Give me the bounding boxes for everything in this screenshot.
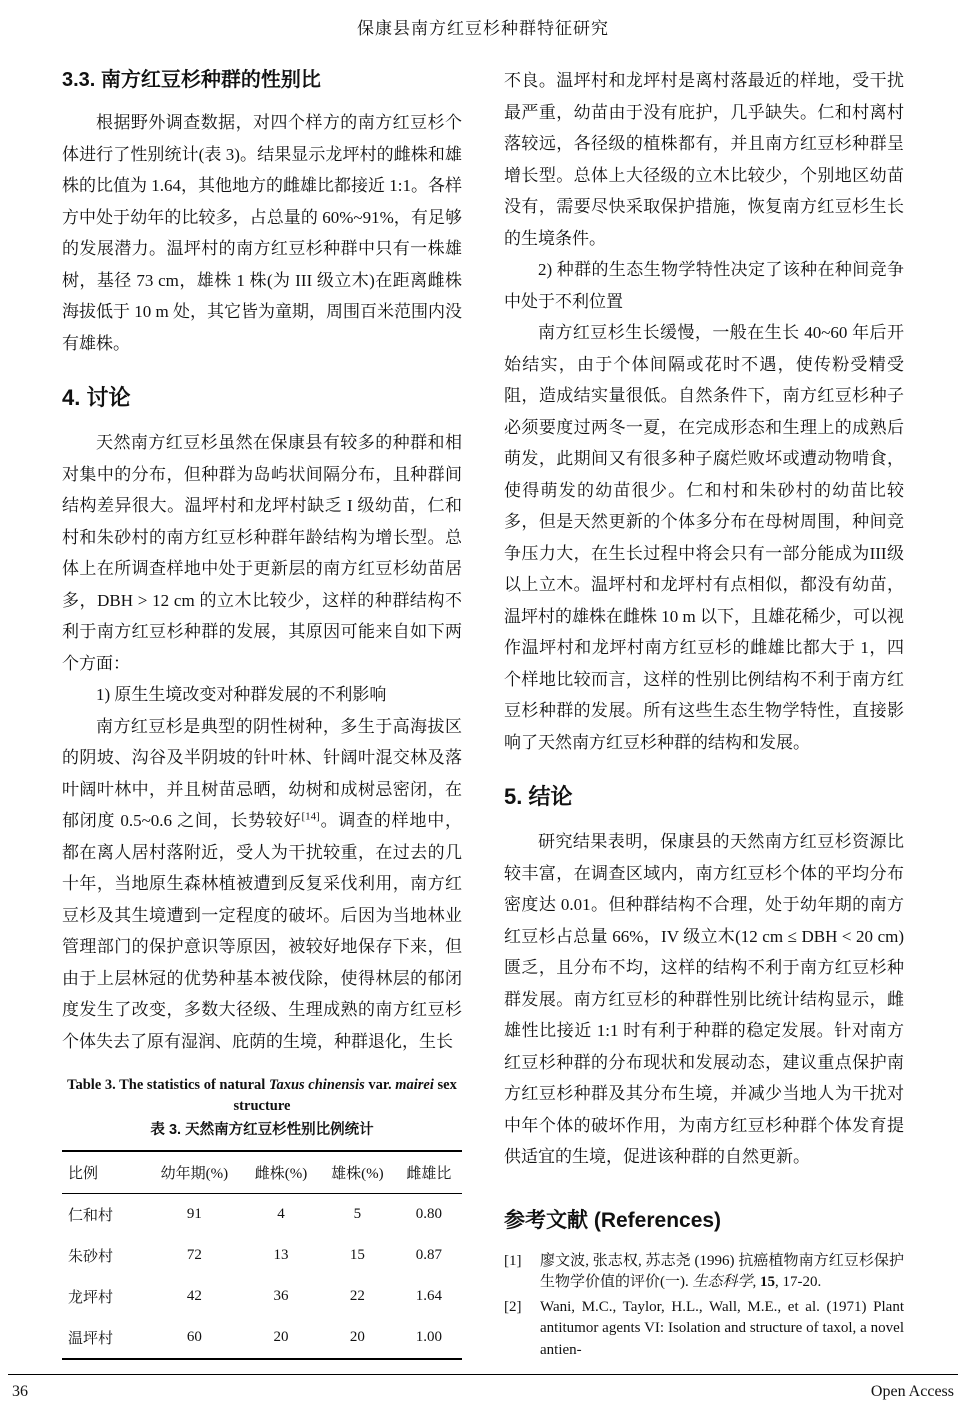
cell-value: 0.87 bbox=[415, 1247, 442, 1263]
para-text-segment: 。调查的样地中，都在离人居村落附近，受人为干扰较重，在过去的几十年，当地原生森林植被遭到反复采伐利用，南方红豆杉及其生境遭到一定程度的破坏。后因为当地林业管理部门的保护意识等原因，被较好地保存下来，但由于上层林冠的优势种基本被伐除，使得林层的郁闭度发生了改变，多数大径级、生理成熟的南方红豆杉个体失去了原有湿润、庇荫的生境，种群退化，生长 bbox=[62, 811, 462, 1051]
reference-journal-italic: 生态科学 bbox=[692, 1274, 753, 1290]
reference-text: 廖文波, 张志权, 苏志尧 (1996) 抗癌植物南方红豆杉保护生物学价值的评价(一). bbox=[540, 1252, 904, 1290]
table-header-row bbox=[62, 1151, 462, 1194]
references-heading: 参考文献 (References) bbox=[504, 1208, 722, 1232]
reference-text: , bbox=[752, 1274, 761, 1290]
cell-value: 0.80 bbox=[415, 1206, 442, 1222]
col-header-male: 雄株(%) bbox=[331, 1166, 384, 1182]
section-3-3-heading: 3.3. 南方红豆杉种群的性别比 bbox=[62, 69, 321, 91]
reference-number: [1] bbox=[504, 1252, 522, 1269]
cell-value: 20 bbox=[349, 1329, 365, 1345]
page-number: 36 bbox=[12, 1383, 28, 1400]
table-caption-zh: 表 3. 天然南方红豆杉性别比例统计 bbox=[150, 1122, 374, 1138]
cell-value: 42 bbox=[186, 1288, 202, 1304]
cell-value: 13 bbox=[273, 1247, 289, 1263]
para-discussion-intro: 天然南方红豆杉虽然在保康县有较多的种群和相对集中的分布，但种群为岛屿状间隔分布，且种群间结构差异很大。温坪村和龙坪村缺乏 I 级幼苗，仁和村和朱砂村的南方红豆杉种群年龄结构为增长型。总体上在所调查样地中处于更新层的南方红豆杉幼苗居多，DBH > 12 cm 的立木比较少，这样的种群结构不利于南方红豆杉种群的发展，其原因可能来自如下两个方面： bbox=[62, 433, 462, 673]
table-row bbox=[62, 1194, 462, 1236]
table-row bbox=[62, 1235, 462, 1276]
page-header bbox=[0, 0, 966, 39]
para-habitat-change bbox=[62, 711, 462, 1058]
cell-value: 72 bbox=[186, 1247, 202, 1263]
reference-volume-bold: 15 bbox=[760, 1274, 776, 1290]
para-eco-biology: 南方红豆杉生长缓慢，一般在生长 40~60 年后开始结实，由于个体间隔或花时不遇，使传粉受精受阻，造成结实量很低。自然条件下，南方红豆杉种子必须要度过两冬一夏，在完成形态和生理上的成熟后萌发，此期间又有很多种子腐烂败坏或遭动物啃食，使得萌发的幼苗很少。仁和村和朱砂村的幼苗比较多，但是天然更新的个体多分布在母树周围，种间竞争压力大，在生长过程中将会只有一部分能成为III级以上立木。温坪村和龙坪村有点相似，都没有幼苗，温坪村的雄株在雌株 10 m 以下，且雄花稀少，可以视作温坪村和龙坪村南方红豆杉的雌雄比都大于 1，四个样地比较而言，这样的性别比例结构不利于南方红豆杉种群的发展。所有这些生态生物学特性，直接影响了天然南方红豆杉种群的结构和发展。 bbox=[504, 323, 904, 752]
cell-value: 4 bbox=[277, 1206, 285, 1222]
table-row bbox=[62, 1276, 462, 1317]
page-content bbox=[0, 39, 966, 1364]
section-4-heading: 4. 讨论 bbox=[62, 385, 131, 410]
para-continuation: 不良。温坪村和龙坪村是离村落最近的样地，受干扰最严重，幼苗由于没有庇护，几乎缺失。仁和村离村落较远，各径级的植株都有，并且南方红豆杉种群呈增长型。总体上大径级的立木比较少，个别地区幼苗没有，需要尽快采取保护措施，恢复南方红豆杉生长的生境条件。 bbox=[504, 71, 904, 248]
reference-text: , 17-20. bbox=[775, 1274, 822, 1290]
right-column bbox=[504, 65, 904, 1364]
cell-value: 15 bbox=[349, 1247, 365, 1263]
cell-value: 60 bbox=[186, 1329, 202, 1345]
reference-text: Wani, M.C., Taylor, H.L., Wall, M.E., et al. (1971) Plant antitumor agents VI: Isolation and structure of taxol, a novel antien- bbox=[540, 1298, 904, 1358]
page-footer bbox=[8, 1374, 958, 1401]
para-conclusion: 研究结果表明，保康县的天然南方红豆杉资源比较丰富，在调查区域内，南方红豆杉个体的平均分布密度达 0.01。但种群结构不合理，处于幼年期的南方红豆杉占总量 66%，IV 级立木(12 cm ≤ DBH < 20 cm)匮乏，且分布不均，这样的结构不利于南方红豆杉种群发展。南方红豆杉的种群性别比统计结构显示，雌雄性比接近 1:1 时有利于种群的稳定发展。针对南方红豆杉种群的分布现状和发展动态，建议重点保护南方红豆杉种群及其分布生境，并减少当地人为干扰对中年个体的破坏作用，为南方红豆杉种群个体发育提供适宜的生境，促进该种群的自然更新。 bbox=[504, 832, 904, 1166]
cell-value: 22 bbox=[349, 1288, 365, 1304]
section-5-heading: 5. 结论 bbox=[504, 784, 573, 809]
col-header-juvenile: 幼年期(%) bbox=[160, 1166, 229, 1182]
caption-species-italic: Taxus chinensis bbox=[268, 1077, 365, 1093]
cell-site: 朱砂村 bbox=[68, 1249, 114, 1265]
caption-text: Table 3. The statistics of natural bbox=[67, 1077, 269, 1093]
caption-variety-italic: mairei bbox=[395, 1077, 434, 1093]
cell-value: 91 bbox=[186, 1206, 202, 1222]
citation-14: [14] bbox=[301, 810, 320, 823]
col-header-female: 雌株(%) bbox=[254, 1166, 308, 1182]
col-header-sex-ratio: 雌雄比 bbox=[406, 1166, 452, 1182]
reference-number: [2] bbox=[504, 1298, 522, 1315]
reference-item-2 bbox=[504, 1297, 904, 1362]
cell-value: 20 bbox=[273, 1329, 289, 1345]
cell-value: 36 bbox=[273, 1288, 289, 1304]
reference-item-1 bbox=[504, 1251, 904, 1294]
header-title: 保康县南方红豆杉种群特征研究 bbox=[357, 19, 609, 38]
caption-text: var. bbox=[364, 1077, 396, 1093]
reference-list bbox=[504, 1251, 904, 1362]
col-header-ratio: 比例 bbox=[68, 1166, 99, 1182]
cell-site: 温坪村 bbox=[68, 1331, 114, 1347]
table-caption-en bbox=[62, 1075, 462, 1117]
left-column bbox=[62, 65, 462, 1364]
table-row bbox=[62, 1317, 462, 1359]
para-text-segment: 南方红豆杉是典型的阴性树种，多生于高海拔区的阴坡、沟谷及半阴坡的针叶林、针阔叶混交林及落叶阔叶林中，并且树苗忌晒，幼树和成树忌密闭，在郁闭度 0.5~0.6 之间，长势较好 bbox=[62, 716, 462, 830]
cell-value: 1.00 bbox=[415, 1329, 442, 1345]
sex-ratio-table bbox=[62, 1150, 462, 1360]
list-item-1: 1) 原生生境改变对种群发展的不利影响 bbox=[96, 685, 387, 704]
cell-value: 1.64 bbox=[415, 1288, 442, 1304]
para-sex-ratio: 根据野外调查数据，对四个样方的南方红豆杉个体进行了性别统计(表 3)。结果显示龙坪村的雌株和雄株的比值为 1.64，其他地方的雌雄比都接近 1:1。各样方中处于幼年的比较多，占总量的 60%~91%，有足够的发展潜力。温坪村的南方红豆杉种群中只有一株雄树，基径 73 cm，雄株 1 株(为 III 级立木)在距离雌株海拔低于 10 m 处，其它皆为童期，周围百米范围内没有雄株。 bbox=[62, 113, 462, 353]
cell-site: 龙坪村 bbox=[68, 1290, 114, 1306]
cell-site: 仁和村 bbox=[68, 1208, 114, 1224]
list-item-2: 2) 种群的生态生物学特性决定了该种在种间竞争中处于不利位置 bbox=[504, 260, 904, 311]
caption-text: sex structure bbox=[233, 1077, 457, 1114]
cell-value: 5 bbox=[353, 1206, 362, 1222]
open-access-label: Open Access bbox=[870, 1383, 954, 1400]
table-3-block bbox=[62, 1075, 462, 1360]
